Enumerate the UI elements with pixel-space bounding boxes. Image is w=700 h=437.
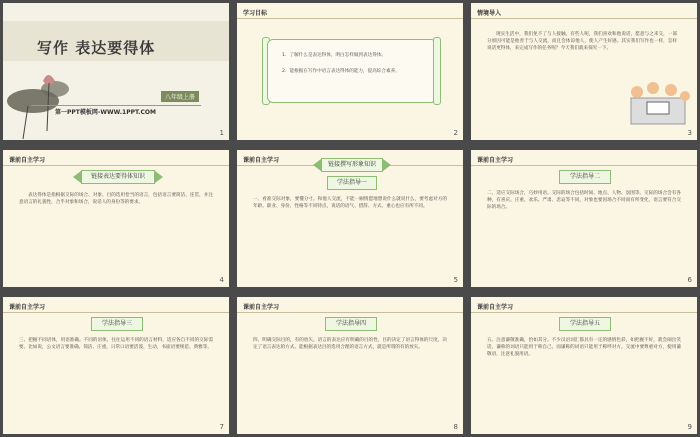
pill-label: 链接撰写形象知识 bbox=[327, 161, 376, 168]
slide-body-text: 二、适应交际场合，巧妙用语。交际的场合包括时间、地点、人物、氛围等。交际的场合会有各种，有喜庆、庄重、欢乐、严肃、悲哀等不同，对象也要因场合不同而有所变化，语言要符合交际的场合。 bbox=[487, 191, 681, 211]
slide-number: 4 bbox=[219, 276, 224, 284]
slide-number: 7 bbox=[219, 423, 224, 431]
method-guide-pill: 学法指导五 bbox=[559, 317, 611, 331]
slide-number: 1 bbox=[219, 129, 224, 137]
slide-thumbnail-6[interactable] bbox=[471, 150, 697, 287]
slide-number: 6 bbox=[687, 276, 692, 284]
slide-thumbnail-1[interactable] bbox=[3, 3, 229, 140]
slide-thumbnail-4[interactable] bbox=[3, 150, 229, 287]
presentation-title: 写作 表达要得体 bbox=[37, 39, 156, 57]
goals-scroll bbox=[267, 39, 437, 103]
slide-body-text: 三、把握不同语体，用语准确。不同的语体，往往运用不同的语言材料，适应各自不同的交际需要。比如说，公文语言要准确、简洁、庄重，日常口语要活泼、生动，书面语要规范、典雅等。 bbox=[19, 338, 213, 351]
header-divider bbox=[471, 165, 697, 166]
scroll-roll-right bbox=[433, 37, 441, 105]
people-illustration-icon bbox=[623, 76, 693, 128]
header-divider bbox=[237, 18, 463, 19]
slide-header: 课前自主学习 bbox=[243, 304, 280, 311]
lotus-painting-icon bbox=[3, 61, 93, 140]
slide-body-text: 五、注意谦敬准确，恰如其分。不少汉语词汇都具有一定的感情色彩，如把握不好，就会闹出笑话。谦称的词语只能用于称自己，而谦称的词语只能用于称呼对方。交流中要尊重对方，使用谦敬语，注意礼貌用语。 bbox=[487, 338, 681, 358]
slide-header: 课前自主学习 bbox=[9, 157, 46, 164]
pill-label: 链接表达要得体知识 bbox=[90, 173, 145, 180]
slide-thumbnail-8[interactable] bbox=[237, 297, 463, 434]
header-divider bbox=[471, 312, 697, 313]
knowledge-link-pill bbox=[321, 158, 383, 172]
method-guide-pill: 学法指导三 bbox=[91, 317, 143, 331]
slide-header: 课前自主学习 bbox=[477, 304, 514, 311]
footer-divider bbox=[31, 105, 201, 106]
arrow-left-icon bbox=[73, 171, 81, 183]
header-divider bbox=[237, 312, 463, 313]
header-divider bbox=[471, 18, 697, 19]
template-footer: 第一PPT模板网-WWW.1PPT.COM bbox=[55, 109, 156, 116]
slide-number: 2 bbox=[453, 129, 458, 137]
arrow-right-icon bbox=[155, 171, 163, 183]
knowledge-link-pill bbox=[81, 170, 155, 184]
arrow-right-icon bbox=[383, 159, 391, 171]
slide-number: 5 bbox=[453, 276, 458, 284]
method-guide-pill: 学法指导一 bbox=[327, 176, 377, 190]
slide-header: 课前自主学习 bbox=[477, 157, 514, 164]
slide-body-text: 一、看准交际对象，要懂分寸。和他人交流，不能一厢情愿地想说什么就说什么，要考虑对方的年龄、职业、身份、性格等不同特点，说话的语气、措辞、方式、重心也应有所不同。 bbox=[253, 197, 447, 210]
slide-number: 8 bbox=[453, 423, 458, 431]
slide-header: 课前自主学习 bbox=[9, 304, 46, 311]
slide-body-text: 表达得体是指根据交际的场合、对象、目的选用恰当的语言，包括语言要简洁、连贯，并注意语言的礼貌性，合乎对象和场合，说话人的身份等的要求。 bbox=[19, 193, 213, 206]
method-guide-pill: 学法指导四 bbox=[325, 317, 377, 331]
slide-header: 学习目标 bbox=[243, 10, 268, 17]
arrow-left-icon bbox=[313, 159, 321, 171]
grade-badge: 八年级上册 bbox=[161, 91, 199, 102]
slide-header: 情境导入 bbox=[477, 10, 502, 17]
goal-item: 2．能根据在写作中语言表达得体的能力，提高综合素养。 bbox=[282, 69, 400, 74]
header-divider bbox=[3, 165, 229, 166]
slide-header: 课前自主学习 bbox=[243, 157, 280, 164]
header-divider bbox=[3, 312, 229, 313]
slide-thumbnail-9[interactable] bbox=[471, 297, 697, 434]
slide-thumbnail-2[interactable] bbox=[237, 3, 463, 140]
slide-thumbnail-3[interactable] bbox=[471, 3, 697, 140]
method-guide-pill: 学法指导二 bbox=[559, 170, 611, 184]
slide-thumbnail-5[interactable] bbox=[237, 150, 463, 287]
slide-number: 3 bbox=[687, 129, 692, 137]
intro-text: 现实生活中，我们免不了与人接触。有些人呢，我们喜欢和他说话，愿意与之来交，一部分原因可能是他善于与人交流，而且会体谅他人，使人产生好感。其实我们写作也一样，怎样说话更得体，来完成写作的任务呢？今天我们就来探究一下。 bbox=[487, 32, 677, 52]
slide-thumbnail-7[interactable] bbox=[3, 297, 229, 434]
slide-body-text: 四、明确交际目的，有的放矢。语言的表达应有明确的目的性，目的决定了语言得体的尺度，决定了语言表达的方式。能根据表达目的选用合理的语言方式，就是所谓的有的放矢。 bbox=[253, 338, 447, 351]
slide-number: 9 bbox=[687, 423, 692, 431]
goal-item: 1．了解什么是表达得体，明白怎样做到表达得体。 bbox=[282, 53, 386, 58]
